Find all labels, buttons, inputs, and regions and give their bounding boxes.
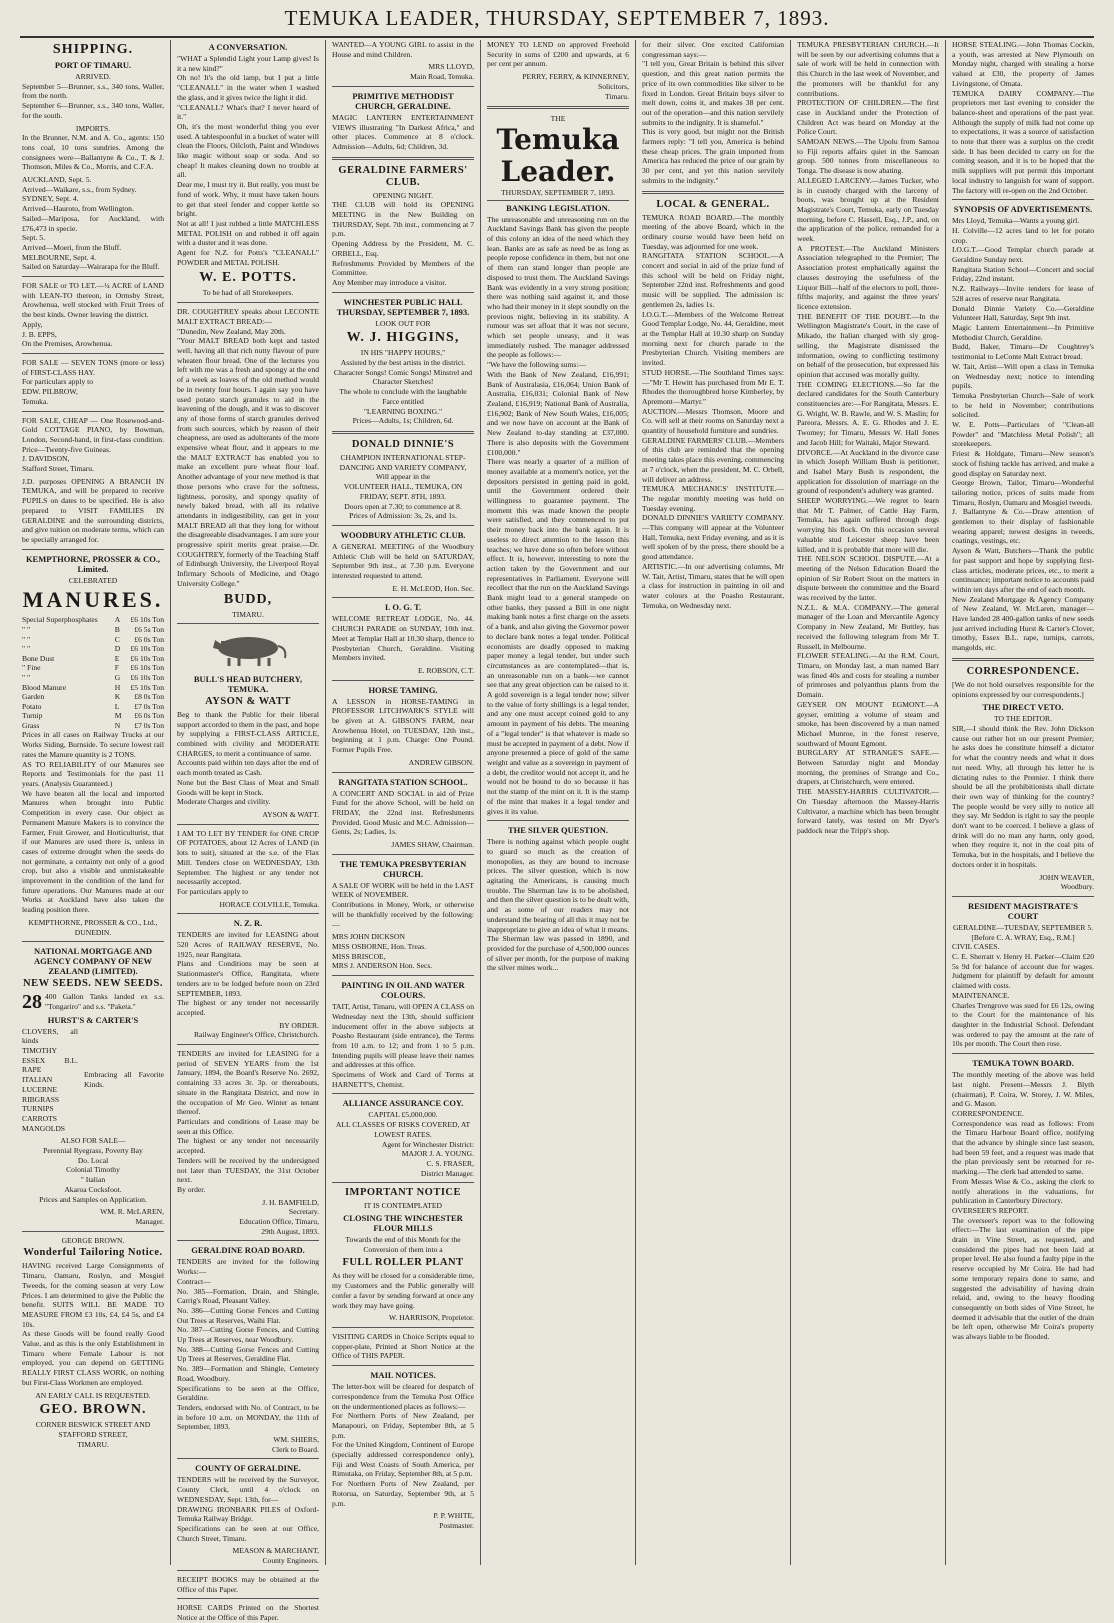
- wanted-advert: WANTED—A YOUNG GIRL to assist in the House and mind Children.: [332, 40, 474, 59]
- alliance-heading: ALLIANCE ASSURANCE COY.: [342, 1098, 464, 1109]
- iogt-signature: E. ROBSON, C.T.: [418, 665, 474, 675]
- flour-mills-heading: CLOSING THE WINCHESTER FLOUR MILLS: [343, 1213, 463, 1234]
- early-call-label: AN EARLY CALL IS REQUESTED.: [35, 1390, 151, 1400]
- price-row: [22, 625, 164, 635]
- direct-veto-heading: THE DIRECT VETO.: [982, 702, 1064, 713]
- bulls-head-heading: BULL'S HEAD BUTCHERY, TEMUKA.: [193, 673, 303, 694]
- divider: [177, 1458, 319, 1459]
- price-grade: N: [114, 720, 121, 730]
- athletic-club-body: A GENERAL MEETING of the Woodbury Athletic Club will be held on SATURDAY, September 9th inst., at 7.30 p.m. Everyone interested requested to attend.: [332, 541, 474, 581]
- column-3: [325, 40, 480, 1565]
- new-seeds-heading: NEW SEEDS. NEW SEEDS.: [23, 978, 163, 990]
- nzr-heading: N. Z. R.: [233, 918, 263, 929]
- price-value: £6 0s Ton: [134, 711, 164, 721]
- imports-label: IMPORTS.: [75, 123, 111, 133]
- ox-illustration: [177, 628, 319, 671]
- ayson-watt-heading: AYSON & WATT: [205, 695, 291, 707]
- price-row: [22, 702, 164, 712]
- lookout-label: LOOK OUT FOR: [375, 318, 431, 328]
- divider: [332, 525, 474, 526]
- price-item: Garden: [22, 692, 45, 702]
- rangitata-school-heading: RANGITATA STATION SCHOOL.: [338, 776, 468, 787]
- town-board-body: The monthly meeting of the above was held last night. Present—Messrs J. Blyth (chairman), P. Coira, W. Storey, J. W. Miles, and G. Mason. CORRESPONDENCE. Correspondence was read as follows: From the Timaru Harbour Board office, notifying that the advance by shingle since last season, had been 59 feet, and a request was made that the plan previously sent be returned for re-marking.—The clerk had attended to same. From Messrs Wise & Co., asking the clerk to notify alterations in the valuations, for publication in Canterbury Directory. OVERSEER'S REPORT. The overseer's report was to the following effect:—The last examination of the pipe drain in Vine Street, as requested, and considered the pipes had not been laid at proper level. He also found a faulty pipe in the reserve occupied by Mr Coira. He had had some temporary repairs done to same, and suggested the advisability of having drain relaid, and, owing to the heavy flooding consequently on both sides of Vine Street, he deemed it advisable that the outlet of the drain be left open, otherwise Mr Coira's property was always liable to be flooded.: [952, 1070, 1094, 1342]
- divider: [952, 199, 1094, 200]
- nma-heading: NATIONAL MORTGAGE AND AGENCY COMPANY OF NEW ZEALAND (LIMITED).: [33, 946, 153, 977]
- kempthorne-body: Prices in all cases on Railway Trucks at our Works Siding, Burnside. To secure lowest rail rates the Manure quantity is 2 TONS. AS TO RELIABILITY of our Manures see Reports and Testimonials for the past 11 years. (Analysis Guaranteed.) We have beaten all the local and imported Manures when brought into Public Competition in every case. Our object as Permanent Manure Makers is to convince the Farmer, Fruit Grower, and Horticulturist, that if our Manures are used there is, unless in cases of extreme drought when the seeds do not germinate, a certainty not only of a good crop, but also a visible and unmistakeable improvement in the condition of the land for future operations. Our Manures made at our Works at Auckland have also taken the leading position there.: [22, 730, 164, 915]
- also-for-sale: ALSO FOR SALE— Perennial Ryegrass, Poverty Bay Do. Local Colonial Timothy " Italian Akaroa Cocksfoot. Prices and Samples on Application.: [39, 1136, 147, 1204]
- divider: [177, 913, 319, 914]
- price-row: [22, 721, 164, 731]
- divider: [332, 292, 474, 293]
- silver-body: There is nothing against which people ought to guard so much as the creation of monopolies, as they are bound to increase prices. The silver question, which is now agitating the Americans, is causing much trouble. The Sherman law is to be abolished, and then the silver question is to be dealt with, and as some of our readers may not understand the bearing of all this it may not be inappropriate to give an idea of what it means. The Sherman law was passed in 1890, and provided for the purchase of 4,500,000 ounces of silver per month, for the purpose of making the silver mines work...: [487, 837, 629, 973]
- divider: [177, 1570, 319, 1571]
- price-row: [22, 683, 164, 693]
- page-masthead: TEMUKA LEADER, THURSDAY, SEPTEMBER 7, 1893.: [20, 6, 1094, 38]
- county-geraldine-heading: COUNTY OF GERALDINE.: [195, 1463, 301, 1474]
- tailoring-body: HAVING received Large Consignments of Timaru, Oamaru, Roslyn, and Mosgiel Tweeds, for the coming season at very Low Prices. I am determined to give the Public the benefit. SUITS WILL BE MADE TO MEASURE FROM £3 10s, £4, £4 5s, and £4 10s. As these Goods will be found really Good Value, and as this is the only Establishment in Timaru where Female Labour is not employed, you can depend on GETTING REALLY FIRST CLASS WORK, on nothing but First-Class Workmen are employed.: [22, 1261, 164, 1387]
- divider: [332, 772, 474, 773]
- mail-notices-heading: MAIL NOTICES.: [370, 1370, 436, 1381]
- price-item: Blood Manure: [22, 682, 67, 692]
- kempthorne-heading: KEMPTHORNE, PROSSER & CO., Limited.: [25, 553, 161, 574]
- roller-plant-signature: W. HARRISON, Proprietor.: [388, 1313, 474, 1323]
- county-geraldine-body: TENDERS will be received by the Surveyor, County Clerk, until 4 o'clock on WEDNESDAY, Sept. 13th, for— DRAWING IRONBARK PILES of Oxford-Temuka Railway Bridge. Specifications can be seen at our Office, Church Street, Timaru.: [177, 1475, 319, 1543]
- magic-lantern-body: MAGIC LANTERN ENTERTAINMENT VIEWS illustrating "In Darkest Africa," and other places. Commence at 8 o'clock. Admission—Adults, 6d; Children, 3d.: [332, 112, 474, 151]
- price-item: " ": [22, 644, 31, 654]
- divider: [177, 1044, 319, 1045]
- george-brown-label: GEORGE BROWN.: [61, 1235, 125, 1245]
- divider: [952, 896, 1094, 897]
- pmc-heading: PRIMITIVE METHODIST CHURCH, GERALDINE.: [352, 90, 454, 111]
- leconte-body: DR. COUGHTREY speaks about LECONTE MALT EXTRACT BREAD:— "Dunedin, New Zealand, May 20th. "Your MALT BREAD both kept and tasted well, having all that rich nutty flavour of pure wheaten flour bread. One of the lectures you left with me was a fresh and spongy at the end of a week as loaves of the old method would be in twenty four hours. I again say you have used potato starch granules to aid in the leavening of the dough, and it was to discover any of those forms of starch granules derived from such sources, which by reason of their cheapness, are used as adulterants of the more expensive wheat flour, and it appears to me the MALT EXTRACT has enabled you to make an excellent pure wheat flour loaf. Another advantage of your new method is that those persons who crave for the softness, lightness, porosity, and spongy quality of newly baked bread, with all its relative attendants in indigestibility, can get in your MALT BREAD all that they long for without the disagreeable disadvantages. I am sure your progressive spirit merits great praise.—Dr. COUGHTREY, formerly of the Teaching Staff of Edinburgh University, the Liverpool Royal Infirmary Schools of Medicine, and Otago University College.": [177, 307, 319, 588]
- shipping-heading: SHIPPING.: [52, 42, 134, 57]
- price-grade: E: [114, 653, 120, 663]
- roller-plant-body: As they will be closed for a considerable time, my Customers and the Public generally will confer a favor by sending forward at once any work they may have going.: [332, 1271, 474, 1310]
- price-item: Turnip: [22, 711, 43, 721]
- dinnie-body: CHAMPION INTERNATIONAL STEP-DANCING AND VARIETY COMPANY, Will appear in the VOLUNTEER HALL, TEMUKA, ON FRIDAY, SEPT. 8TH, 1893. Doors open at 7.30; to commence at 8. Prices of Admission: 3s, 2s, and 1s.: [339, 452, 467, 521]
- sale-advert-hay: FOR SALE — SEVEN TONS (more or less) of FIRST-CLASS HAY. For particulars apply to EDW. PILBROW, Temuka.: [22, 357, 164, 406]
- receipt-books-notice: RECEIPT BOOKS may be obtained at the Office of this Paper.: [177, 1574, 319, 1594]
- price-row: [22, 654, 164, 664]
- divider: [332, 1182, 474, 1183]
- price-value: £7 0s Ton: [134, 720, 164, 730]
- correspondence-heading: CORRESPONDENCE.: [966, 665, 1080, 677]
- sale-advert-land: FOR SALE or TO LET.—¼ ACRE of LAND with LEAN-TO thereon, in Ormsby Street, Arowhenua, well stocked with Fruit Trees of the best kinds. Owner leaving the district. Apply, J. B. EPPS, On the Premises, Arowhenua.: [22, 281, 164, 349]
- county-geraldine-signature: MEASON & MARCHANT, County Engineers.: [232, 1546, 319, 1566]
- divider: [22, 411, 164, 412]
- to-the-editor: TO THE EDITOR.: [993, 714, 1052, 724]
- direct-veto-signature: JOHN WEAVER, Woodbury.: [1039, 872, 1094, 892]
- potts-name: W. E. POTTS.: [199, 270, 297, 286]
- column-2: [170, 40, 325, 1622]
- price-item: Bone Dust: [22, 653, 55, 663]
- divider: [22, 941, 164, 942]
- horse-taming-signature: ANDREW GIBSON.: [408, 757, 474, 767]
- rm-court-before: [Before C. A. WRAY, Esq., R.M.]: [971, 932, 1075, 942]
- tailoring-heading: Wonderful Tailoring Notice.: [23, 1247, 163, 1259]
- price-grade: K: [114, 692, 121, 702]
- divider: [22, 549, 164, 550]
- divider: [332, 1365, 474, 1366]
- alliance-capital: CAPITAL £5,000,000.: [368, 1110, 438, 1120]
- synopsis-body: Mrs Lloyd, Temuka—Wants a young girl. H. Colville—12 acres land to let for potato crop. I.O.G.T.—Good Templar church parade at Geraldine Sunday next. Rangitata Station School—Concert and social Friday, 22nd instant. N.Z. Railways—Invite tenders for lease of 528 acres of reserve near Rangitata. Donald Dinnie Variety Co.—Geraldine Volunteer Hall, Saturday, Sept 9th inst. Magic Lantern Entertainment—In Primitive Methodist Church, Geraldine. Budd, Baker, Timaru—Dr Coughtrey's testimonial to LeConte Malt Extract bread. W. Tait, Artist—Will open a class in Temuka on Wednesday next; notice to intending pupils. Temuka Presbyterian Church—Sale of work to be held in November; contributions solicited. W. E. Potts—Particulars of "Clean-all Powder" and "Matchless Metal Polish"; all storekeepers. Friest & Holdgate, Timaru—New season's stock of fishing tackle has arrived, and make a good display on Saturday next. George Brown, Tailor, Timaru—Wonderful tailoring notice, prices of suits made from Timaru, Roslyn, Oamaru and Mosgiel tweeds. J. Ballantyne & Co.—Draw attention of gentlemen to their display of fashionable wearing apparel; newest designs in tweeds, coatings, vestings, etc. Ayson & Watt, Butchers—Thank the public for past support and hope by supplying first-class articles, moderate prices, etc., to merit a continuance; important notice to accounts paid within ten days after the end of each month. New Zealand Mortgage & Agency Company of New Zealand, W. McLaren, manager—Have landed 28 400-gallon tanks of new seeds just arrived including Hurst & Carter's Clover, timothy, Essex B.L. rape, turnips, carrots, mangolds, etc.: [952, 216, 1094, 653]
- nzr-body: TENDERS are invited for LEASING about 520 Acres of RAILWAY RESERVE, No. 1925, near Rangitata. Plans and Conditions may be seen at Stationmaster's Office, Rangitata, where tenders are to be lodged before noon on 23rd SEPTEMBER, 1893. The highest or any tender not necessarily accepted.: [177, 930, 319, 1017]
- port-heading: PORT OF TIMARU.: [54, 60, 132, 70]
- divider: [177, 824, 319, 825]
- town-board-heading: TEMUKA TOWN BOARD.: [972, 1058, 1074, 1069]
- higgins-body: IN HIS "HAPPY HOURS," Assisted by the best artists in the district. Character Songs! Comic Songs! Minstrel and Character Sketches! The whole to conclude with the laughable Farce entitled "LEARNING BOXING." Prices—Adults, 1s; Children, 6d.: [333, 348, 473, 426]
- price-row: [22, 644, 164, 654]
- column-1: [16, 40, 170, 1565]
- price-item: " Fine: [22, 663, 41, 673]
- seeds-list-block: [22, 1027, 164, 1134]
- price-value: £6 10s Ton: [130, 615, 164, 625]
- rangitata-school-signature: JAMES SHAW, Chairman.: [391, 840, 474, 850]
- price-value: £5 10s Ton: [130, 682, 164, 692]
- price-grade: L: [114, 701, 120, 711]
- presbyterian-heading: THE TEMUKA PRESBYTERIAN CHURCH.: [339, 858, 467, 879]
- silver-continued: for their silver. One excited Californian congressman says:— "I tell you, Great Britain is behind this silver question, and this great nation permits the price of its own commodities like silver to be fixed in London. Great Britain buys silver to melt down, coins it, and makes 38 per cent. out of the operation—and this nation servilely submits to the indignity. It is shameful." This is very good, but might not the British farmers reply: "I tell you, America is behind these cheap prices. The grain imported from America has reduced the price of our grain by 30 per cent, and yet this nation servilely submits to the indignity.": [642, 40, 784, 185]
- geo-brown-name: GEO. BROWN.: [39, 1402, 147, 1418]
- price-grade: F: [114, 663, 119, 673]
- divider: [332, 86, 474, 87]
- price-row: [22, 692, 164, 702]
- price-row: [22, 635, 164, 645]
- seeds-list: CLOVERS, all kinds TIMOTHY ESSEX B.L. RAPE ITALIAN LUCERNE RIBGRASS TURNIPS CARROTS MANGOLDS: [22, 1026, 78, 1133]
- price-grade: H: [114, 682, 121, 692]
- conversation-body: "WHAT a Splendid Light your Lamp gives! Is it a new kind?" Oh no! It's the old lamp, but I put a little "CLEANALL" in the water when I washed the glass, and it gives twice the light it did. "CLEANALL? What's that? I never heard of it." Oh, it's the most wonderful thing you ever used. A tablespoonful in a bucket of water will clean the Floors, Oilcloth, Paint and Windows like magic without soap or soda. And so cheap! It makes cleaning down no trouble at all. Dear me, I must try it. But really, you must be fond of work. Why, it must have taken hours to get that steel fender and copper kettle so bright. Not at all! I just rubbed a little MATCHLESS METAL POLISH on and rubbed it off again with a duster and it was done. Agent for N.Z. for Potts's "CLEANALL" POWDER and METAL POLISH.: [177, 54, 319, 267]
- divider: [332, 975, 474, 976]
- divider: [177, 1598, 319, 1599]
- price-row: [22, 663, 164, 673]
- price-value: £6 10s Ton: [130, 663, 164, 673]
- price-grade: A: [114, 615, 121, 625]
- education-tender-body: TENDERS are invited for LEASING for a period of SEVEN YEARS from the 1st January, 1894, the Board's Reserve No. 2692, containing 33 acres 3r. 3p. or thereabouts, situate in the Rangitata District, and now in the occupation of Mr Geo. Winter as tenant thereof. Particulars and conditions of Lease may be seen at this Office. The highest or any tender not necessarily accepted. Tenders will be received by the undersigned not later than TUESDAY, the 31st October next. By order.: [177, 1049, 319, 1194]
- mail-notices-signature: P. P. WHITE, Postmaster.: [433, 1511, 474, 1530]
- price-value: £6 10s Ton: [130, 672, 164, 682]
- mclaren-signature: WM. R. McLAREN, Manager.: [100, 1207, 164, 1226]
- price-row: [22, 711, 164, 721]
- local-news-continued: TEMUKA PRESBYTERIAN CHURCH.—It will be seen by our advertising columns that a sale of work will be held in connection with this Church in the last week of November, and the promoters will be thankful for any contributions. PROTECTION OF CHILDREN.—The first case in Auckland under the Protection of Children Act was heard on Monday at the Police Court. SAMOAN NEWS.—The Upolu from Samoa to Fiji reports affairs quiet in the Samoan group. 500 tonnes from miscellaneous to Tonga. The disease is now abating. ALLEGED LARCENY.—James Tucker, who is in custody charged with the larceny of boots, was brought up at the Resident Magistrate's Court, Temuka, early on Tuesday morning, before C. Hassell, Esq., J.P., and, on the application of the police, remanded for a week. A PROTEST.—The Auckland Ministers Association telegraphed to the Premier; The Association protest emphatically against the clauses destroying the usefulness of the Liquor Bill—half of the electors to poll, three-fifths majority, and against the three years' licence extension. THE BENEFIT OF THE DOUBT.—In the Wellington Magistrate's Court, in the case of Mikado, the Italian charged with sly grog-selling, the Magistrate dismissed the information, owing to conflicting testimony on behalf of the prosecution, but expressed his opinion that accused was morally guilty. THE COMING ELECTIONS.—So far the declared candidates for the South Canterbury constituencies are:—For Rangitata, Messrs. E. G. Wright, W. B. Rawle, and W. S. Maslin; for Pareora, Messrs. A. E. G. Rhodes and J. E. Twomey; for Timaru, Messrs W. Hall Jones and Jacob Hill; for Waitaki, Major Steward. DIVORCE.—At Auckland in the divorce case in which Joseph William Bush is petitioner, and Isabel Mary Bush is respondent, the application for dissolution of marriage on the ground of respondent's adultery was granted. SHEEP WORRYING.—We regret to learn that Mr T. Palmer, of Cattle Hay Farm, Temuka, has again suffered through dogs worrying his flock. On this occasion several valuable stud Leicester sheep have been killed, and it is probable that more will die. THE NELSON SCHOOL DISPUTE.—At a meeting of the Nelson Education Board the opinion of Sir Robert Stout on the matters in dispute between the committee and the Board was received by the latter. N.Z.L. & M.A. COMPANY.—The general manager of the Loan and Mercantile Agency Company in New Zealand, Mr Buttley, has received the following telegram from Mr T. Russell, in Melbourne. FLOWER STEALING.—At the R.M. Court, Timaru, on Monday last, a man named Barr was fined 40s and costs for stealing a number of primroses and polyanthus plants from the Domain. GEYSER ON MOUNT EGMONT.—A geyser, emitting a volume of steam and smoke, has been discovered by a man named Michael Munroe, in the forest reserve, southward of Mount Egmont. BURGLARY AT STRANGE'S SAFE.—Between Saturday night and Monday morning, the premises of Strange and Co., drapers, at Christchurch, were entered. THE MASSEY-HARRIS CULTIVATOR.—On Tuesday afternoon the Massey-Harris Cultivator, a machine which has been brought forward lately, was tested on Mr Dyer's paddock near the Tripp's shop.: [797, 40, 939, 835]
- higgins-name: W. J. HIGGINS,: [346, 330, 460, 346]
- arrived-label: ARRIVED.: [75, 72, 111, 81]
- divider: [332, 157, 474, 160]
- alliance-risks: ALL CLASSES OF RISKS COVERED, AT LOWEST RATES.: [335, 1120, 471, 1139]
- divider: [642, 191, 784, 194]
- divider: [177, 1240, 319, 1241]
- winchester-hall-heading: WINCHESTER PUBLIC HALL THURSDAY, SEPTEMBER 7, 1893.: [336, 296, 470, 317]
- manures-heading: MANURES.: [22, 587, 164, 613]
- potato-tender-body: I AM TO LET BY TENDER for ONE CROP OF POTATOES, about 12 Acres of LAND (in lots to suit), situated at the s.e. of the Flax Mill. Tenders close on WEDNESDAY, 13th September. The highest or any tender not necessarily accepted. For particulars apply to: [177, 828, 319, 896]
- horse-taming-body: A LESSON in HORSE-TAMING in PROFESSOR LITCHWARK'S STYLE will be given at A. GIBSON'S FARM, near Arowhenua Hotel, on TUESDAY, 12th inst., beginning at 1 p.m. Charge: One Pound. Former Pupils Free.: [332, 696, 474, 755]
- manure-price-table: [22, 615, 164, 730]
- presbyterian-names: MRS JOHN DICKSON MISS OSBORNE, Hon. Treas. MISS BRISCOE, MRS J. ANDERSON Hon. Secs.: [332, 932, 433, 971]
- paper-title-the: THE: [550, 114, 566, 124]
- divider: [487, 106, 629, 109]
- potts-sub: To be had of all Storekeepers.: [202, 288, 294, 298]
- tanks-advert: [22, 991, 164, 1014]
- local-news-end: HORSE STEALING.—John Thomas Cockin, a youth, was arrested at New Plymouth on Monday night, charged with stealing a horse valued at £30, the property of James Livingstone, of Omata. TEMUKA DAIRY COMPANY.—The proprietors met last evening to consider the balance-sheet and operations of the past year. Although the supply of milk had not come up to expectations, it was a source of satisfaction to note that there was a surplus on the credit side. It has been decided to carry on for the coming season, and it is to be hoped that the milk suppliers will put permit this important local industry to languish for want of support. The factory will re-open on the 2nd October.: [952, 40, 1094, 195]
- contemplated-label: IT IS CONTEMPLATED: [364, 1201, 442, 1211]
- kempthorne-footer: KEMPTHORNE, PROSSER & CO., Ltd., DUNEDIN.: [28, 917, 158, 937]
- ayson-signature: AYSON & WATT.: [262, 810, 319, 819]
- hurst-carter-heading: HURST'S & CARTER'S: [47, 1014, 139, 1025]
- conversation-heading: A CONVERSATION.: [208, 42, 288, 52]
- money-to-lend-body: MONEY TO LEND on approved Freehold Security in sums of £200 and upwards, at 6 per cent per annum.: [487, 40, 629, 69]
- divider: [332, 597, 474, 598]
- price-grade: G: [114, 672, 121, 682]
- rm-court-date: GERALDINE—TUESDAY, SEPTEMBER 5.: [952, 922, 1094, 932]
- local-general-heading: LOCAL & GENERAL.: [656, 198, 770, 210]
- iogt-body: WELCOME RETREAT LODGE, No. 44. CHURCH PARADE on SUNDAY, 10th inst. Meet at Templar Hall at 10.30 sharp, thence to Presbyterian Church, Geraldine. Visiting Members invited.: [332, 614, 474, 663]
- divider: [487, 820, 629, 821]
- ayson-body: Beg to thank the Public for their liberal support accorded to them in the past, and hope by supplying a FIRST-CLASS ARTICLE, combined with civility and MODERATE CHARGES, to merit a continuance of same. Accounts paid within ten days after the end of each month treated as Cash. None but the Best Class of Meat and Small Goods will be kept in Stock. Moderate Charges and civility.: [177, 709, 319, 807]
- horse-cards-notice: HORSE CARDS Printed on the Shortest Notice at the Office of this Paper.: [177, 1603, 319, 1622]
- price-item: " ": [22, 624, 31, 634]
- divider: [22, 276, 164, 277]
- price-row: [22, 615, 164, 625]
- column-5: [635, 40, 790, 1565]
- divider: [332, 680, 474, 681]
- divider: [177, 302, 319, 303]
- correspondence-note: [We do not hold ourselves responsible for the opinions expressed by our correspondents.]: [952, 679, 1094, 699]
- money-to-lend-signature: PERRY, FERRY, & KINNERNEY, Solicitors, Timaru.: [522, 72, 629, 101]
- price-grade: D: [114, 644, 121, 654]
- geraldine-road-board-body: TENDERS are invited for the following Works:— Contract— No. 385—Formation, Drain, and Shingle, Carrig's Road, Pleasant Valley. No. 386—Cutting Gorse Fences and Cutting Out Trees at Reserves, Waihi Flat. No. 387—Cutting Gorse Fences, and Cutting Up Trees at Reserves, near Woodbury. No. 388—Cutting Gorse Fences and Cutting Up Trees at Reserves, Geraldine Flat. No. 389—Formation and Shingle, Cemetery Road, Woodbury. Specifications to be seen at the Office, Geraldine. Tenders, endorsed with No. of Contract, to be in before 10 a.m. on MONDAY, the 11th of September, 1893.: [177, 1257, 319, 1432]
- geraldine-road-board-signature: WM. SHIERS, Clerk to Board.: [271, 1435, 319, 1454]
- flour-mills-body: Towards the end of this Month for the Conversion of them into a: [345, 1235, 461, 1254]
- columns: [16, 40, 1100, 1622]
- divider: [332, 1093, 474, 1094]
- important-notice-heading: IMPORTANT NOTICE: [344, 1187, 462, 1199]
- price-grade: M: [114, 711, 122, 721]
- paper-title: Temuka Leader.: [496, 122, 620, 188]
- horse-taming-heading: HORSE TAMING.: [368, 684, 438, 695]
- budd-name: BUDD,: [223, 591, 273, 607]
- column-7: [945, 40, 1100, 1565]
- celebrated-label: CELEBRATED: [68, 575, 118, 585]
- price-row: [22, 673, 164, 683]
- divider: [332, 1327, 474, 1328]
- tuition-advert: J.D. purposes OPENING A BRANCH IN TEMUKA, and will be prepared to receive PUPILS on dates to be specified. He is also prepared to VISIT FAMILIES IN GERALDINE and the surrounding districts, and give tuition on moderate terms, which can be specially arranged for.: [22, 476, 164, 544]
- banking-body: The unreasonable and unreasoning run on the Auckland Savings Bank has given the people of this colony an idea of the need which they lean. Banks are as safe as need be as long as people repose confidence in them, but not one of them can stand longer than people are disposed to trust them. The Auckland Savings Bank was evidently in a very strong position; there was nothing said against it, and those who had their money in it slept soundly on the previous night, believing in its stability. A rumour was set afloat that it was not secure, which set people uneasy, and it was immediately rushed. The manager addressed the people as follows:— "We have the following sums:— With the Bank of New Zealand, £16,991; Bank of Australasia, £16,064; Union Bank of Australia, £16,031; Colonial Bank of New Zealand, £16,919; National Bank of Australia, £16,902; Bank of New South Wales, £16,005; and we now have on account at the Bank of New Zealand to-day standing at £37,000. There is also deposits with the Government £100,000." There was nearly a quarter of a million of money available at a moment's notice, yet the depositors persisted in getting paid in gold, until the Government ordered their willingness to guarantee payment. The moment this was made known the people were satisfied, and they commenced to put their money back into the bank again. It is useless to direct attention to the lesson this teaches; we have done so often before without effect. It is, however, interesting to note the action taken by the Government and our representatives in Parliament. Everyone will recollect that the run on the Auckland Savings Bank might lead to a general stampede on other banks, they passed a Bill in one night making bank notes a first charge on the assets of a bank, and also giving the Governor power to declare bank notes a legal tender. Political economists are deadly opposed to making paper money a legal tender, but under such circumstances as are contemplated—that is, an unreasonable run on a bank—we cannot see that any great objection can be raised to it. A gold sovereign is a legal tender now; silver to the value of forty shillings is a legal tender, and any one must accept coined gold to any amount in payment of his debts. The meaning of a "legal tender" is that whatever is made so must be accepted in payment of a debt. Now if anyone presented a piece of gold of the same weight and value as a sovereign in payment of a debt, the creditor would not accept it, and he would not be bound to do so because it has not the stamp of the mint on it. It is the stamp of the mint that makes it a legal tender and gives it its value.: [487, 214, 629, 816]
- arrivals-text: September 5—Brunner, s.s., 340 tons, Waller, from the north. September 6—Brunner, s.s., 340 tons, Waller, for the south.: [22, 81, 164, 120]
- imports-text: In the Brunner, N.M. and A. Co., agents: 150 tons coal, 10 tons sundries. Among the consignees were—Ballantyne & Co., T. & J. Thomson, Miles & Co., Morris, and C.F.A.: [22, 133, 164, 172]
- seeds-note: Embracing all Favorite Kinds.: [83, 1070, 164, 1089]
- budd-sub: TIMARU.: [232, 609, 264, 619]
- price-item: Special Superphosphates: [22, 615, 98, 625]
- auckland-shipping: AUCKLAND, Sept. 5. Arrived—Waikare, s.s., from Sydney. SYDNEY, Sept. 4. Arrived—Hauroto, from Wellington. Sailed—Mariposa, for Auckland, with £76,473 in specie. Sept. 5. Arrived—Moeri, from the Bluff. MELBOURNE, Sept. 4. Sailed on Saturday—Wairarapa for the Bluff.: [22, 175, 164, 272]
- roller-plant-heading: FULL ROLLER PLANT: [342, 1257, 464, 1269]
- potato-tender-signature: HORACE COLVILLE, Temuka.: [219, 899, 319, 909]
- painting-heading: PAINTING IN OIL AND WATER COLOURS.: [341, 980, 465, 1001]
- price-value: £6 5s Ton: [134, 624, 164, 634]
- wanted-signature: MRS LLOYD, Main Road, Temuka.: [410, 62, 474, 82]
- divider: [22, 1231, 164, 1232]
- price-item: Potato: [22, 701, 42, 711]
- geo-brown-address: CORNER BESWICK STREET AND STAFFORD STREET, TIMARU.: [35, 1420, 151, 1449]
- column-4: [480, 40, 635, 1565]
- divider: [332, 431, 474, 434]
- iogt-heading: I. O. G. T.: [384, 602, 422, 613]
- opening-night-label: OPENING NIGHT.: [372, 190, 434, 200]
- education-tender-signature: J. H. BAMFIELD, Secretary. Education Office, Timaru, 29th August, 1893.: [239, 1197, 319, 1236]
- price-value: £7 0s Ton: [134, 701, 164, 711]
- rm-court-heading: RESIDENT MAGISTRATE'S COURT: [968, 900, 1078, 921]
- price-value: £6 0s Ton: [134, 634, 164, 644]
- column-6: [790, 40, 945, 1565]
- dinnie-heading: DONALD DINNIE'S: [351, 438, 455, 450]
- price-grade: B: [114, 624, 120, 634]
- painting-body: TAIT, Artist, Timaru, will OPEN A CLASS on Wednesday next the 13th, should sufficient inducement offer in the above subjects at Poasho Restaurant (side entrance), the Terms from 10 a.m. to 12; and from 1 to 5 p.m. Intending pupils will please leave their names and addresses at this office. Specimens of Work and Card of Terms at HARNETT'S, Chemist.: [332, 1002, 474, 1089]
- sale-advert-piano: FOR SALE, CHEAP — One Rosewood-and-Gold COTTAGE PIANO, by Bowman, London, Second-hand, in first-class condition. Price—Twenty-five Guineas. J. DAVIDSON, Stafford Street, Timaru.: [22, 415, 164, 474]
- tanks-text: 400 Gallon Tanks landed ex s.s. "Tongariro" and s.s. "Paketa.": [45, 992, 164, 1011]
- athletic-club-signature: E. H. McLEOD, Hon. Sec.: [392, 583, 474, 593]
- banking-heading: BANKING LEGISLATION.: [506, 202, 610, 213]
- divider: [952, 658, 1094, 661]
- alliance-agent: Agent for Winchester District: MAJOR J. A. YOUNG. C. S. FRASER, District Manager.: [381, 1139, 474, 1178]
- price-value: £6 10s Ton: [130, 644, 164, 654]
- local-general-body: TEMUKA ROAD BOARD.—The monthly meeting of the above Board, which in the ordinary course would have been held on Tuesday, was adjourned for one week. RANGITATA STATION SCHOOL.—A concert and social in aid of the prize fund of this school will be held on Friday night, September 22nd inst. Refreshments and good music will be supplied. The admission is: gentlemen 2s, ladies 1s. I.O.G.T.—Members of the Welcome Retreat Good Templar Lodge, No. 44, Geraldine, meet at the Templar Hall at 10.30 sharp on Sunday morning next for church parade to the Presbyterian Church. Visiting members are invited. STUD HORSE.—The Southland Times says:—"Mr T. Hewitt has purchased from Mr E. T. Rhodes the thoroughbred horse Kimberley, by Apremont—Martyr." AUCTION.—Messrs Thomson, Moore and Co. will sell at their rooms on Saturday next a quantity of household furniture and sundries. GERALDINE FARMERS' CLUB.—Members of this club are reminded that the opening meeting takes place this evening, commencing at 7 o'clock, when the president, M. C. Orbell, will deliver an address. TEMUKA MECHANICS' INSTITUTE.—The regular monthly meeting was held on Tuesday evening. DONALD DINNIE'S VARIETY COMPANY.—This company will appear at the Volunteer Hall, Temuka, next Friday evening, and as it is well spoken of by the press, there should be a good attendance. ARTISTIC.—In our advertising columns, Mr W. Tait, Artist, Timaru, states that he will open a class for instruction in painting in oil and water colours at the Poasho Restaurant, Temuka, on Wednesday next.: [642, 212, 784, 610]
- mail-notices-body: The letter-box will be cleared for despatch of correspondence from the Temuka Post Office on the undermentioned places as follows:— For Northern Ports of New Zealand, per Manapouri, on Friday, September 8th, at 5 p.m. For the United Kingdom, Continent of Europe (specially addressed correspondence only), Fiji and West Coasts of South America, per Rimutaka, on Friday, September 8th, at 5 p.m. For Northern Ports of New Zealand, per Rotorua, on Saturday, September 9th, at 5 p.m.: [332, 1382, 474, 1508]
- rm-court-body: CIVIL CASES. C. E. Sherratt v. Henry H. Parker—Claim £20 5s 9d for balance of account due for wages. Judgment for plaintiff by default for amount claimed with costs. MAINTENANCE. Charles Trengrove was sued for £6 12s, owing to the Court for the maintenance of his daughter in the Industrial School. Defendant was ordered to pay the amount at the rate of 10s per month. The Court then rose.: [952, 942, 1094, 1049]
- athletic-club-heading: WOODBURY ATHLETIC CLUB.: [340, 529, 466, 540]
- direct-veto-body: SIR,—I should think the Rev. John Dickson cause out rather hot on our present Premier; he asks does he constitute himself a dictator for what the country needs and what it does not need. Why, all through his letter he is dictating rules to the Premier. I think there should be all the prohibitionists shall dictate their own way of thinking for the country? The people would be very silly to notice all they say. Mr Seddon is right to say the people don't want to be coerced. I believe a glass of drink will do no man any harm, only good, when they require it, not in the coal pits of Temuka, but in the hospitals, and I believe the doctors order it in hospitals.: [952, 724, 1094, 869]
- farmers-club-heading: GERALDINE FARMERS' CLUB.: [338, 164, 468, 188]
- visiting-cards-notice: VISITING CARDS in Choice Scripts equal to copper-plate, Printed at Short Notice at the Office of THIS PAPER.: [332, 1331, 474, 1361]
- price-value: £6 10s Ton: [130, 653, 164, 663]
- price-item: Grass: [22, 720, 40, 730]
- farmers-club-body: THE CLUB will hold its OPENING MEETING in the New Building on THURSDAY, Sept. 7th inst., commencing at 7 p.m. Opening Address by the President, M. C. ORBELL, Esq. Refreshments Provided by Members of the Committee. Any Member may introduce a visitor.: [332, 200, 474, 287]
- divider: [332, 854, 474, 855]
- price-grade: C: [114, 634, 120, 644]
- price-value: £8 0s Ton: [134, 692, 164, 702]
- presbyterian-body: A SALE OF WORK will be held in the LAST WEEK of NOVEMBER. Contributions in Money, Work, or otherwise will be thankfully received by the following:—: [332, 880, 474, 929]
- price-item: " ": [22, 634, 31, 644]
- price-item: " ": [22, 672, 31, 682]
- synopsis-heading: SYNOPSIS OF ADVERTISEMENTS.: [953, 204, 1093, 215]
- tanks-number: 28: [22, 991, 42, 1014]
- silver-heading: THE SILVER QUESTION.: [507, 825, 609, 836]
- geraldine-road-board-heading: GERALDINE ROAD BOARD.: [191, 1245, 305, 1256]
- divider: [22, 353, 164, 354]
- divider: [952, 1053, 1094, 1054]
- nzr-signature: BY ORDER. Railway Engineer's Office, Christchurch.: [193, 1020, 319, 1040]
- divider: [177, 623, 319, 624]
- paper-date: THURSDAY, SEPTEMBER 7, 1893.: [487, 188, 629, 201]
- rangitata-school-body: A CONCERT AND SOCIAL in aid of Prize Fund for the above School, will be held on FRIDAY, the 22nd inst. Refreshments Provided. Good Music and M.C. Admission—Gents, 2s; Ladies, 1s.: [332, 788, 474, 837]
